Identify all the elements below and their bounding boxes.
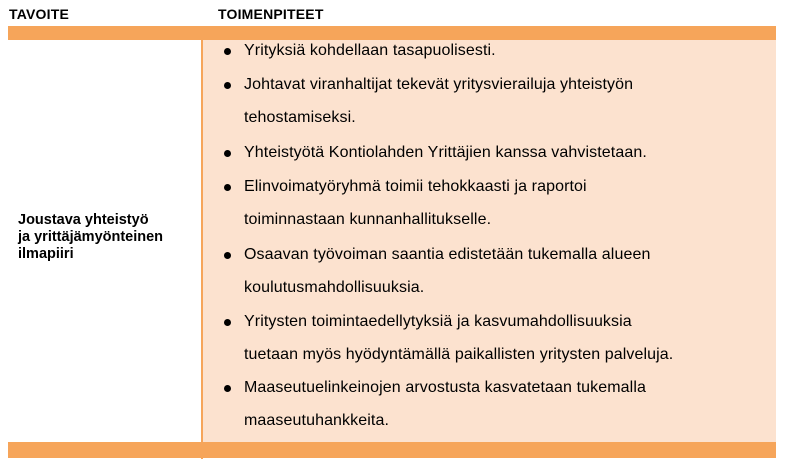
bullet-icon <box>224 150 231 157</box>
bullet-icon <box>224 184 231 191</box>
action-item-line: Johtavat viranhaltijat tekevät yritysvierailuja yhteistyön <box>244 76 634 93</box>
action-item-line: Yritysten toimintaedellytyksiä ja kasvumahdollisuuksia <box>244 313 632 330</box>
action-item-line: tuetaan myös hyödyntämällä paikallisten yritysten palveluja. <box>244 346 674 363</box>
goal-line: ilmapiiri <box>18 246 74 262</box>
action-item-line: tehostamiseksi. <box>244 109 356 126</box>
bullet-icon <box>224 319 231 326</box>
action-item-line: Osaavan työvoiman saantia edistetään tukemalla alueen <box>244 246 651 263</box>
action-item-line: Maaseutuelinkeinojen arvostusta kasvatetaan tukemalla <box>244 379 646 396</box>
goal-line: ja yrittäjämyönteinen <box>18 229 164 245</box>
bullet-icon <box>224 385 231 392</box>
action-item-line: toiminnastaan kunnanhallitukselle. <box>244 211 492 228</box>
bullet-icon <box>224 252 231 259</box>
bullet-icon <box>224 48 231 55</box>
action-item-line: Elinvoimatyöryhmä toimii tehokkaasti ja raportoi <box>244 178 587 195</box>
footer-bar <box>8 442 776 458</box>
header-goal: TAVOITE <box>9 6 69 22</box>
action-item-line: Yrityksiä kohdellaan tasapuolisesti. <box>244 42 496 59</box>
bullet-icon <box>224 82 231 89</box>
goal-line: Joustava yhteistyö <box>18 212 149 228</box>
action-item-line: Yhteistyötä Kontiolahden Yrittäjien kanssa vahvistetaan. <box>244 144 647 161</box>
action-item-line: maaseutuhankkeita. <box>244 412 390 429</box>
action-item-line: koulutusmahdollisuuksia. <box>244 279 425 296</box>
header-actions: TOIMENPITEET <box>218 6 324 22</box>
